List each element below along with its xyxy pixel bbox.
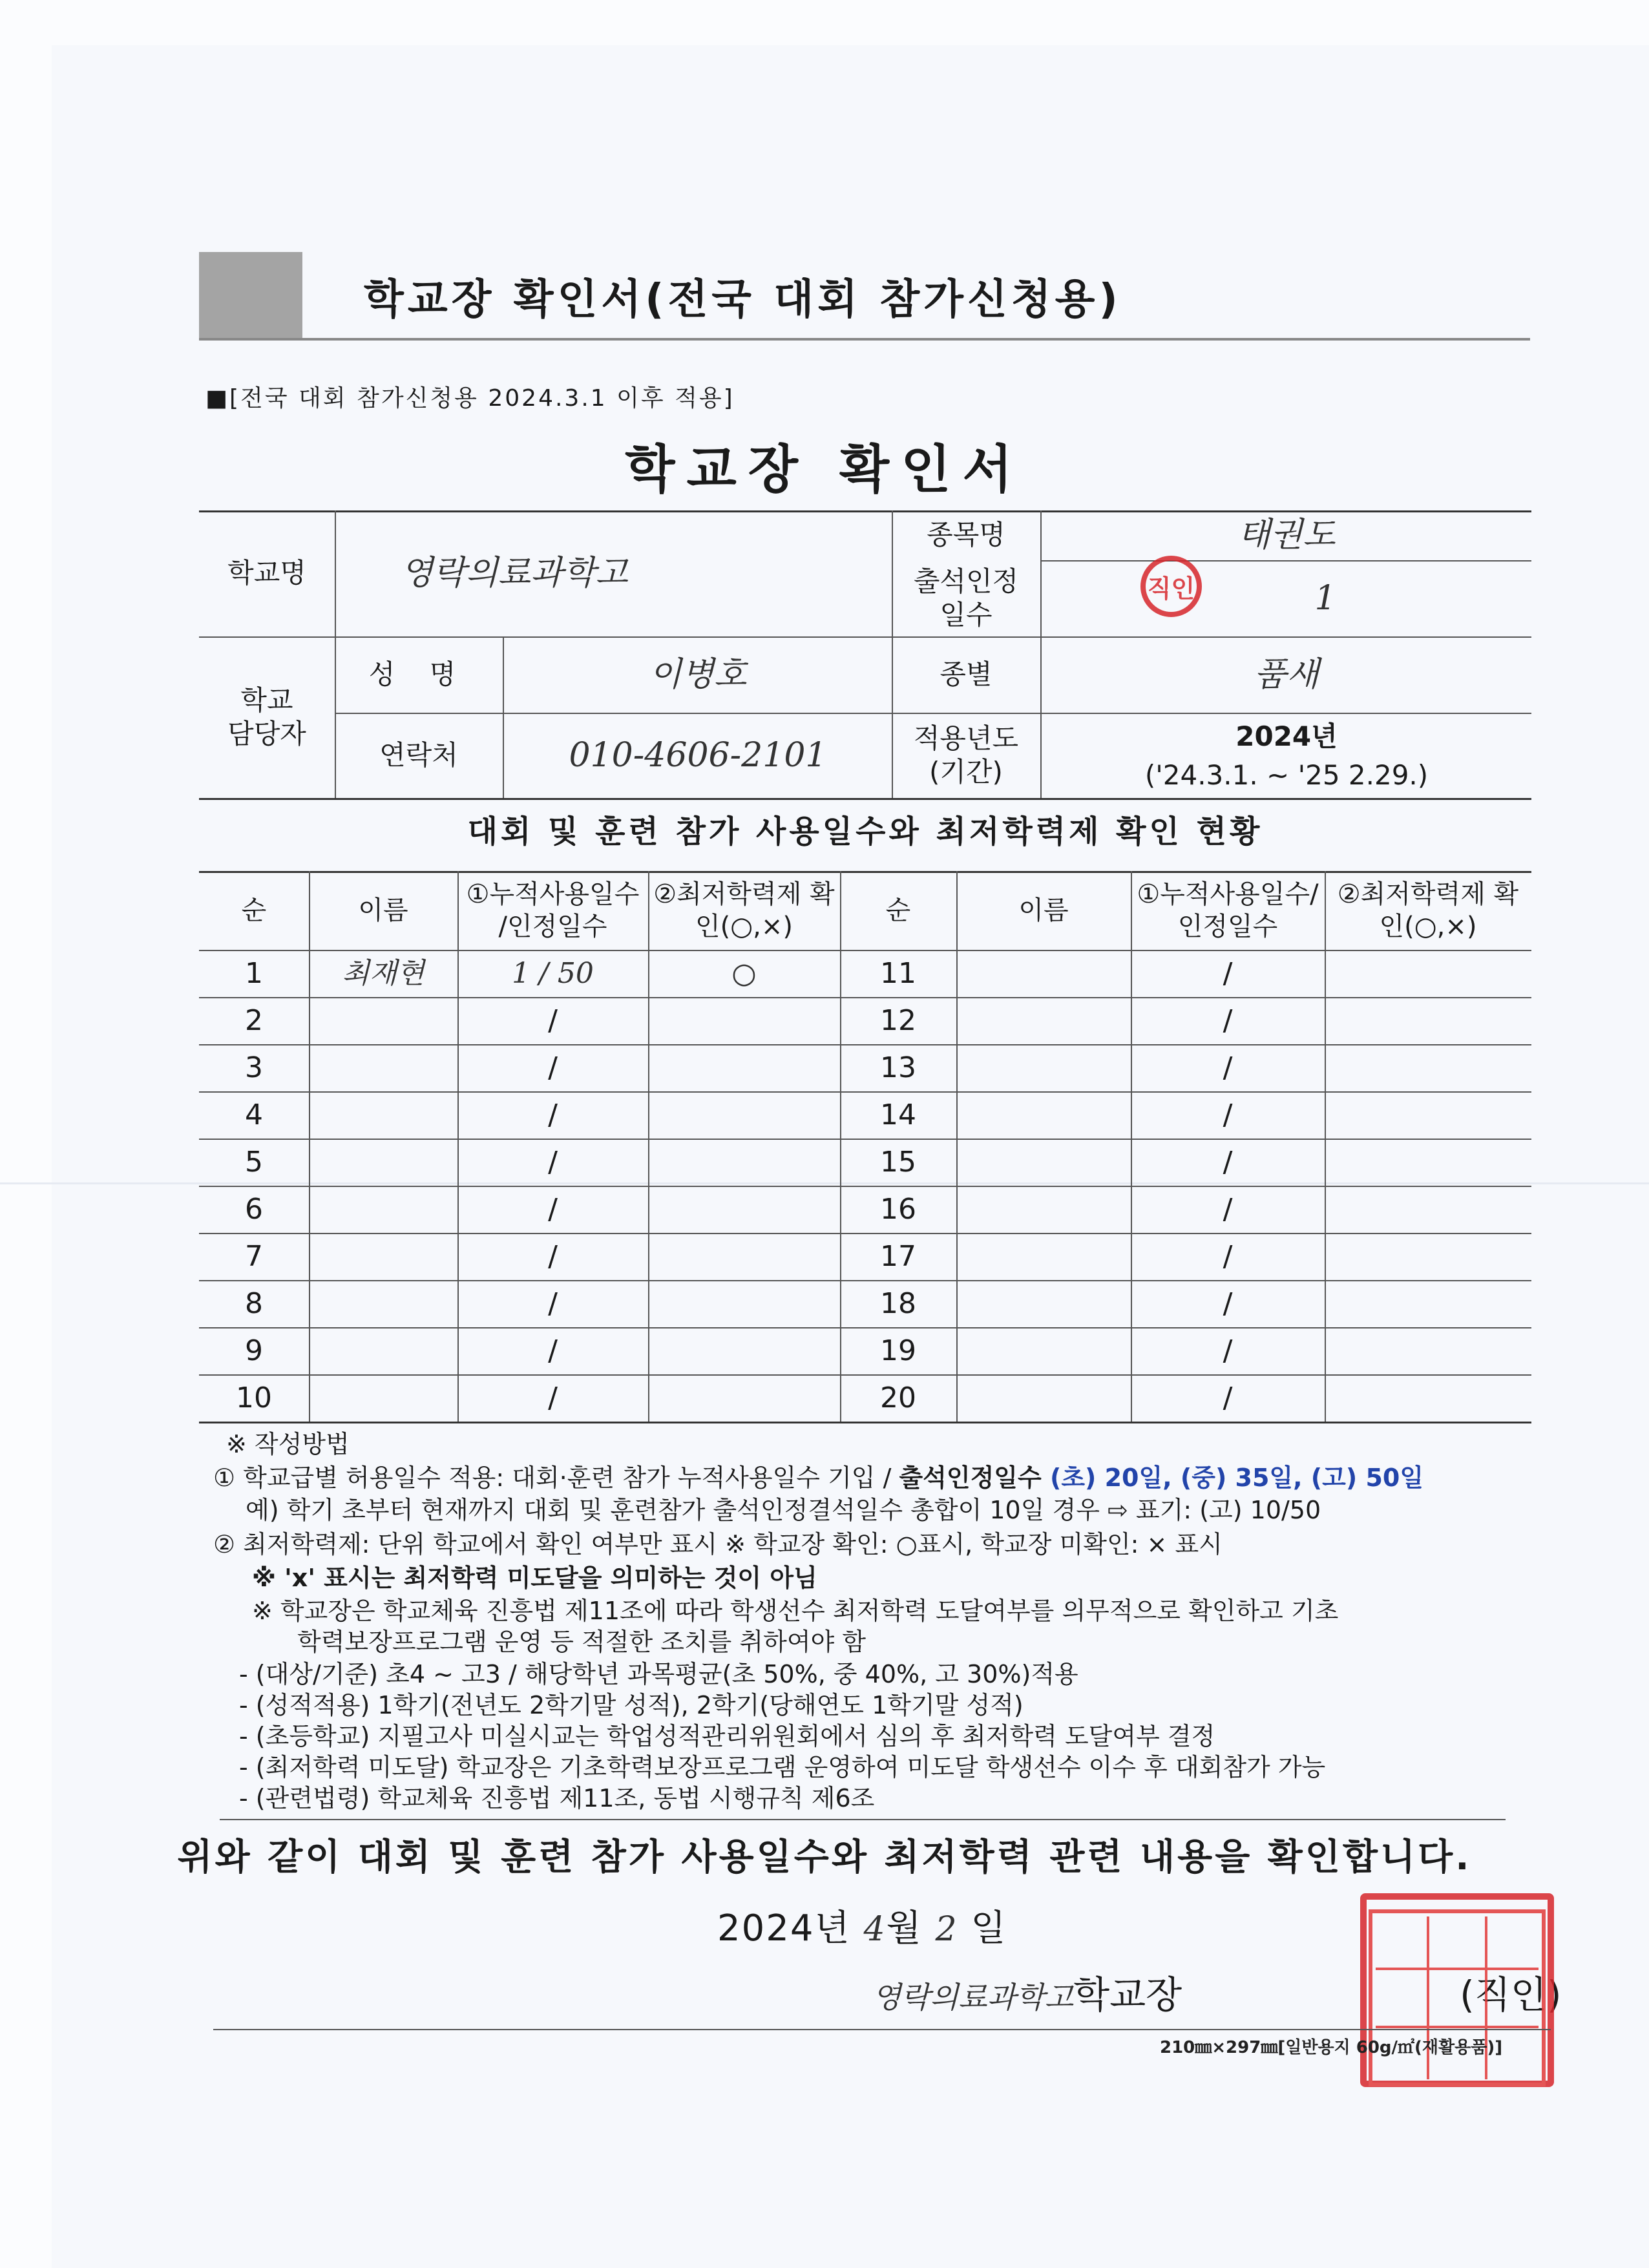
table-cell-check bbox=[648, 1280, 840, 1327]
confirm-rule bbox=[220, 1819, 1506, 1820]
header-rule bbox=[199, 338, 1530, 341]
table-cell-name bbox=[956, 1139, 1131, 1186]
table-cell-days: / bbox=[548, 1334, 558, 1367]
column-header: 이름 bbox=[358, 896, 408, 925]
table-cell-name bbox=[956, 1280, 1131, 1327]
table-cell-name bbox=[309, 997, 457, 1044]
table-cell-no: 14 bbox=[880, 1098, 916, 1131]
table-cell-days: / bbox=[1223, 1334, 1233, 1367]
table-cell-no: 4 bbox=[245, 1098, 263, 1131]
table-cell-days: / bbox=[1223, 1240, 1233, 1273]
sport-value: 태권도 bbox=[1237, 516, 1336, 554]
table-cell-no: 8 bbox=[245, 1287, 263, 1320]
table-cell-name bbox=[309, 1374, 457, 1422]
status-section-title: 대회 및 훈련 참가 사용일수와 최저학력제 확인 현황 bbox=[467, 814, 1263, 850]
table-cell-name bbox=[956, 1374, 1131, 1422]
table-cell-days: / bbox=[1223, 1098, 1233, 1131]
header-title: 학교장 확인서(전국 대회 참가신청용) bbox=[364, 276, 1122, 324]
table-cell-name bbox=[309, 1091, 457, 1139]
person-name-value: 이병호 bbox=[649, 655, 747, 694]
table-cell-days: / bbox=[548, 1240, 558, 1273]
table-cell-no: 15 bbox=[880, 1146, 916, 1179]
table-cell-check bbox=[1325, 1280, 1531, 1327]
column-header: ①누적사용일수/ 인정일수 bbox=[1137, 879, 1319, 941]
table-cell-no: 3 bbox=[245, 1051, 263, 1084]
phone-label: 연락처 bbox=[379, 739, 458, 771]
note-10: - (관련법령) 학교체육 진흥법 제11조, 동법 시행규칙 제6조 bbox=[239, 1784, 875, 1812]
school-name-label: 학교명 bbox=[227, 557, 306, 589]
person-name-label: 성 명 bbox=[368, 658, 469, 690]
date-year: 2024년 bbox=[717, 1907, 851, 1949]
column-header: 순 bbox=[241, 896, 267, 925]
table-cell-name bbox=[309, 1280, 457, 1327]
note-7: - (성적적용) 1학기(전년도 2학기말 성적), 2학기(당해연도 1학기말 성적) bbox=[239, 1691, 1024, 1719]
date-day-unit: 일 bbox=[971, 1907, 1007, 1949]
table-cell-check bbox=[1325, 1091, 1531, 1139]
table-cell-check bbox=[648, 1044, 840, 1091]
table-cell-no: 10 bbox=[236, 1381, 272, 1414]
column-header: ①누적사용일수 /인정일수 bbox=[466, 879, 640, 941]
table-cell-no: 5 bbox=[245, 1146, 263, 1179]
table-cell-days: / bbox=[1223, 1004, 1233, 1037]
table-cell-days: / bbox=[1223, 1193, 1233, 1226]
signature-title: 학교장 bbox=[1073, 1973, 1182, 2017]
table-cell-days: / bbox=[548, 1004, 558, 1037]
applicable-year-value: 2024년 bbox=[1235, 720, 1338, 752]
note-1-a: ① 학교급별 허용일수 적용: 대회·훈련 참가 누적사용일수 기입 / bbox=[213, 1464, 899, 1492]
footer-rule bbox=[213, 2029, 1551, 2030]
note-8: - (초등학교) 지필고사 미실시교는 학업성적관리위원회에서 심의 후 최저학력 도달여부 결정 bbox=[239, 1722, 1215, 1750]
table-cell-days: / bbox=[548, 1098, 558, 1131]
table-cell-days: / bbox=[548, 1193, 558, 1226]
note-1-b: 출석인정일수 bbox=[899, 1464, 1042, 1492]
table-cell-check bbox=[648, 997, 840, 1044]
confirmation-statement: 위와 같이 대회 및 훈련 참가 사용일수와 최저학력 관련 내용을 확인합니다. bbox=[177, 1836, 1472, 1878]
table-cell-check bbox=[1325, 1233, 1531, 1280]
table-cell-days: / bbox=[548, 1287, 558, 1320]
table-cell-check bbox=[1325, 1374, 1531, 1422]
table-rule bbox=[199, 1422, 1531, 1423]
table-cell-no: 20 bbox=[880, 1381, 916, 1414]
date-month: 4 bbox=[863, 1910, 887, 1949]
attendance-days-label: 출석인정 일수 bbox=[913, 565, 1019, 631]
table-cell-name bbox=[956, 1044, 1131, 1091]
table-cell-check bbox=[648, 1186, 840, 1233]
note-9: - (최저학력 미도달) 학교장은 기초학력보장프로그램 운영하여 미도달 학생선수 이수 후 대회참가 가능 bbox=[239, 1753, 1326, 1781]
table-cell-no: 19 bbox=[880, 1334, 916, 1367]
note-2: ② 최저학력제: 단위 학교에서 확인 여부만 표시 ※ 학교장 확인: ○표시, 학교장 미확인: × 표시 bbox=[213, 1530, 1223, 1559]
table-cell-check bbox=[1325, 1327, 1531, 1374]
table-cell-no: 7 bbox=[245, 1240, 263, 1273]
table-cell-name bbox=[309, 1139, 457, 1186]
table-cell-check bbox=[1325, 997, 1531, 1044]
table-cell-no: 1 bbox=[245, 957, 263, 990]
applicable-year-label: 적용년도 (기간) bbox=[913, 722, 1019, 788]
column-header: 이름 bbox=[1018, 896, 1069, 925]
table-cell-days: 1 / 50 bbox=[512, 957, 594, 990]
table-cell-name bbox=[309, 1186, 457, 1233]
contact-person-label: 학교 담당자 bbox=[227, 684, 306, 750]
table-cell-days: / bbox=[1223, 1146, 1233, 1179]
table-cell-name bbox=[956, 997, 1131, 1044]
table-cell-check bbox=[1325, 1139, 1531, 1186]
table-cell-days: / bbox=[548, 1146, 558, 1179]
table-cell-no: 9 bbox=[245, 1334, 263, 1367]
category-label: 종별 bbox=[940, 658, 993, 690]
category-value: 품새 bbox=[1254, 655, 1319, 694]
table-cell-name bbox=[956, 950, 1131, 997]
table-cell-days: / bbox=[1223, 1051, 1233, 1084]
table-cell-days: / bbox=[1223, 957, 1233, 990]
table-cell-no: 11 bbox=[880, 957, 916, 990]
date-month-unit: 월 bbox=[886, 1907, 923, 1949]
table-cell-check bbox=[648, 1139, 840, 1186]
small-official-seal: 직인 bbox=[1140, 556, 1202, 617]
column-header: ②최저학력제 확인(○,×) bbox=[653, 879, 835, 941]
date-day: 2 bbox=[935, 1910, 958, 1949]
table-cell-days: / bbox=[548, 1381, 558, 1414]
table-cell-name bbox=[956, 1186, 1131, 1233]
table-cell-name bbox=[309, 1044, 457, 1091]
issue-date bbox=[717, 1900, 1007, 1951]
table-cell-check bbox=[648, 1233, 840, 1280]
table-cell-no: 2 bbox=[245, 1004, 263, 1037]
note-5: 학력보장프로그램 운영 등 적절한 조치를 취하여야 함 bbox=[297, 1628, 867, 1656]
phone-value: 010-4606-2101 bbox=[569, 735, 827, 775]
table-cell-check bbox=[1325, 1186, 1531, 1233]
table-cell-check bbox=[648, 1091, 840, 1139]
table-cell-days: / bbox=[1223, 1381, 1233, 1414]
note-1 bbox=[213, 1462, 1423, 1495]
table-cell-name bbox=[956, 1091, 1131, 1139]
official-school-seal bbox=[1360, 1893, 1554, 2087]
note-1-example: 예) 학기 초부터 현재까지 대회 및 훈련참가 출석인정결석일수 총합이 10일 경우 ⇨ 표기: (고) 10/50 bbox=[246, 1496, 1321, 1524]
applicable-period-value: ('24.3.1. ~ '25 2.29.) bbox=[1144, 759, 1429, 791]
table-cell-no: 12 bbox=[880, 1004, 916, 1037]
table-cell-check bbox=[1325, 1044, 1531, 1091]
notes-heading: ※ 작성방법 bbox=[226, 1430, 350, 1458]
seal-inner-border bbox=[1371, 1911, 1544, 2084]
seal-mark: (직인) bbox=[1460, 1973, 1562, 2017]
table-cell-no: 18 bbox=[880, 1287, 916, 1320]
applicability-tag: ■[전국 대회 참가신청용 2024.3.1 이후 적용] bbox=[205, 385, 735, 412]
table-rule bbox=[199, 798, 1531, 800]
paper-size-note: 210㎜×297㎜[일반용지 60g/㎡(재활용품)] bbox=[1160, 2038, 1503, 2057]
table-cell-name: 최재현 bbox=[342, 957, 425, 990]
table-cell-name bbox=[956, 1233, 1131, 1280]
column-header: 순 bbox=[885, 896, 911, 925]
table-cell-no: 6 bbox=[245, 1193, 263, 1226]
table-cell-check bbox=[648, 1327, 840, 1374]
table-cell-no: 16 bbox=[880, 1193, 916, 1226]
seal-graphic bbox=[1367, 1907, 1548, 2088]
table-cell-check bbox=[648, 1374, 840, 1422]
header-band bbox=[199, 252, 1530, 340]
sport-label: 종목명 bbox=[927, 519, 1005, 551]
signature-school: 영락의료과학고 bbox=[872, 1980, 1074, 2015]
table-cell-days: / bbox=[548, 1051, 558, 1084]
note-6: - (대상/기준) 초4 ~ 고3 / 해당학년 과목평균(초 50%, 중 40%, 고 30%)적용 bbox=[239, 1660, 1078, 1688]
note-3: ※ 'x' 표시는 최저학력 미도달을 의미하는 것이 아님 bbox=[252, 1564, 817, 1592]
attendance-days-value: 1 bbox=[1314, 578, 1336, 618]
table-cell-no: 17 bbox=[880, 1240, 916, 1273]
table-cell-no: 13 bbox=[880, 1051, 916, 1084]
document-title: 학교장 확인서 bbox=[625, 439, 1024, 499]
note-1-c: (초) 20일, (중) 35일, (고) 50일 bbox=[1041, 1464, 1424, 1492]
table-cell-days: / bbox=[1223, 1287, 1233, 1320]
table-cell-check: ○ bbox=[731, 957, 757, 990]
column-header: ②최저학력제 확인(○,×) bbox=[1337, 879, 1519, 941]
table-cell-name bbox=[956, 1327, 1131, 1374]
table-cell-name bbox=[309, 1233, 457, 1280]
note-4: ※ 학교장은 학교체육 진흥법 제11조에 따라 학생선수 최저학력 도달여부를 의무적으로 확인하고 기초 bbox=[252, 1597, 1339, 1625]
header-grey-block bbox=[199, 252, 302, 340]
table-cell-name bbox=[309, 1327, 457, 1374]
school-name-value: 영락의료과학고 bbox=[401, 554, 628, 593]
table-cell-check bbox=[1325, 950, 1531, 997]
